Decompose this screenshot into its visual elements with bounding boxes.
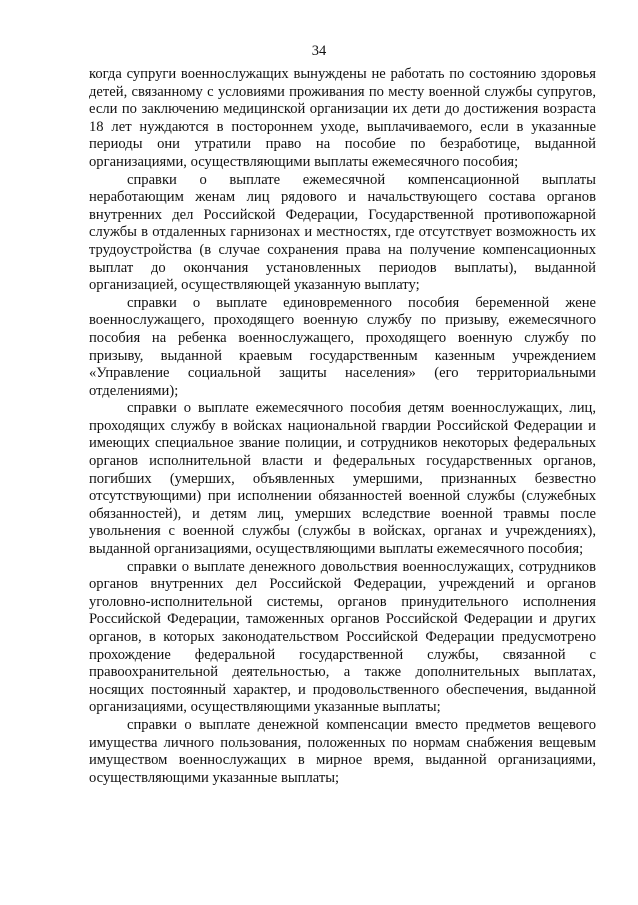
- paragraph: справки о выплате денежного довольствия военнослужащих, сотрудников органов внутренних дел Российской Федерации, учреждений и органов уголовно-исполнительной системы, органов принудительного исполнения Российской Федерации, таможенных органов Российской Федерации и других органов, в которых законодательством Российской Федерации предусмотрено прохождение федеральной государственной службы, связанной с правоохранительной деятельностью, а также дополнительных выплатах, носящих постоянный характер, и продовольственного обеспечения, выданной организациями, осуществляющими указанные выплаты;: [89, 558, 596, 716]
- paragraph: справки о выплате ежемесячной компенсационной выплаты неработающим женам лиц рядового и начальствующего состава органов внутренних дел Российской Федерации, Государственной противопожарной службы в отдаленных гарнизонах и местностях, где отсутствует возможность их трудоустройства (в случае сохранения права на получение компенсационных выплат до окончания установленных периодов выплаты), выданной организацией, осуществляющей указанную выплату;: [89, 171, 596, 294]
- page-number: 34: [311, 43, 327, 59]
- paragraph: справки о выплате единовременного пособия беременной жене военнослужащего, проходящего военную службу по призыву, ежемесячного пособия на ребенка военнослужащего, проходящего военную службу по призыву, выданной краевым государственным казенным учреждением «Управление социальной защиты населения» (его территориальными отделениями);: [89, 294, 596, 399]
- paragraph: справки о выплате ежемесячного пособия детям военнослужащих, лиц, проходящих службу в войсках национальной гвардии Российской Федерации и имеющих специальное звание полиции, и сотрудников некоторых федеральных органов исполнительной власти и федеральных государственных органов, погибших (умерших, объявленных умершими, признанных безвестно отсутствующими) при исполнении обязанностей военной службы (служебных обязанностей), и детям лиц, умерших вследствие военной травмы после увольнения с военной службы (службы в войсках, органах и учреждениях), выданной организациями, осуществляющими выплаты ежемесячного пособия;: [89, 400, 596, 558]
- paragraph-continuation: когда супруги военнослужащих вынуждены не работать по состоянию здоровья детей, связанному с условиями проживания по месту военной службы супругов, если по заключению медицинской организации их дети до достижения возраста 18 лет нуждаются в постороннем уходе, выплачиваемого, если в указанные периоды они утратили право на пособие по безработице, выданной организациями, осуществляющими выплаты ежемесячного пособия;: [89, 66, 596, 170]
- document-body: [89, 66, 596, 787]
- paragraph: справки о выплате денежной компенсации вместо предметов вещевого имущества личного пользования, положенных по нормам снабжения вещевым имуществом военнослужащих в мирное время, выданной организациями, осуществляющими указанные выплаты;: [89, 716, 596, 786]
